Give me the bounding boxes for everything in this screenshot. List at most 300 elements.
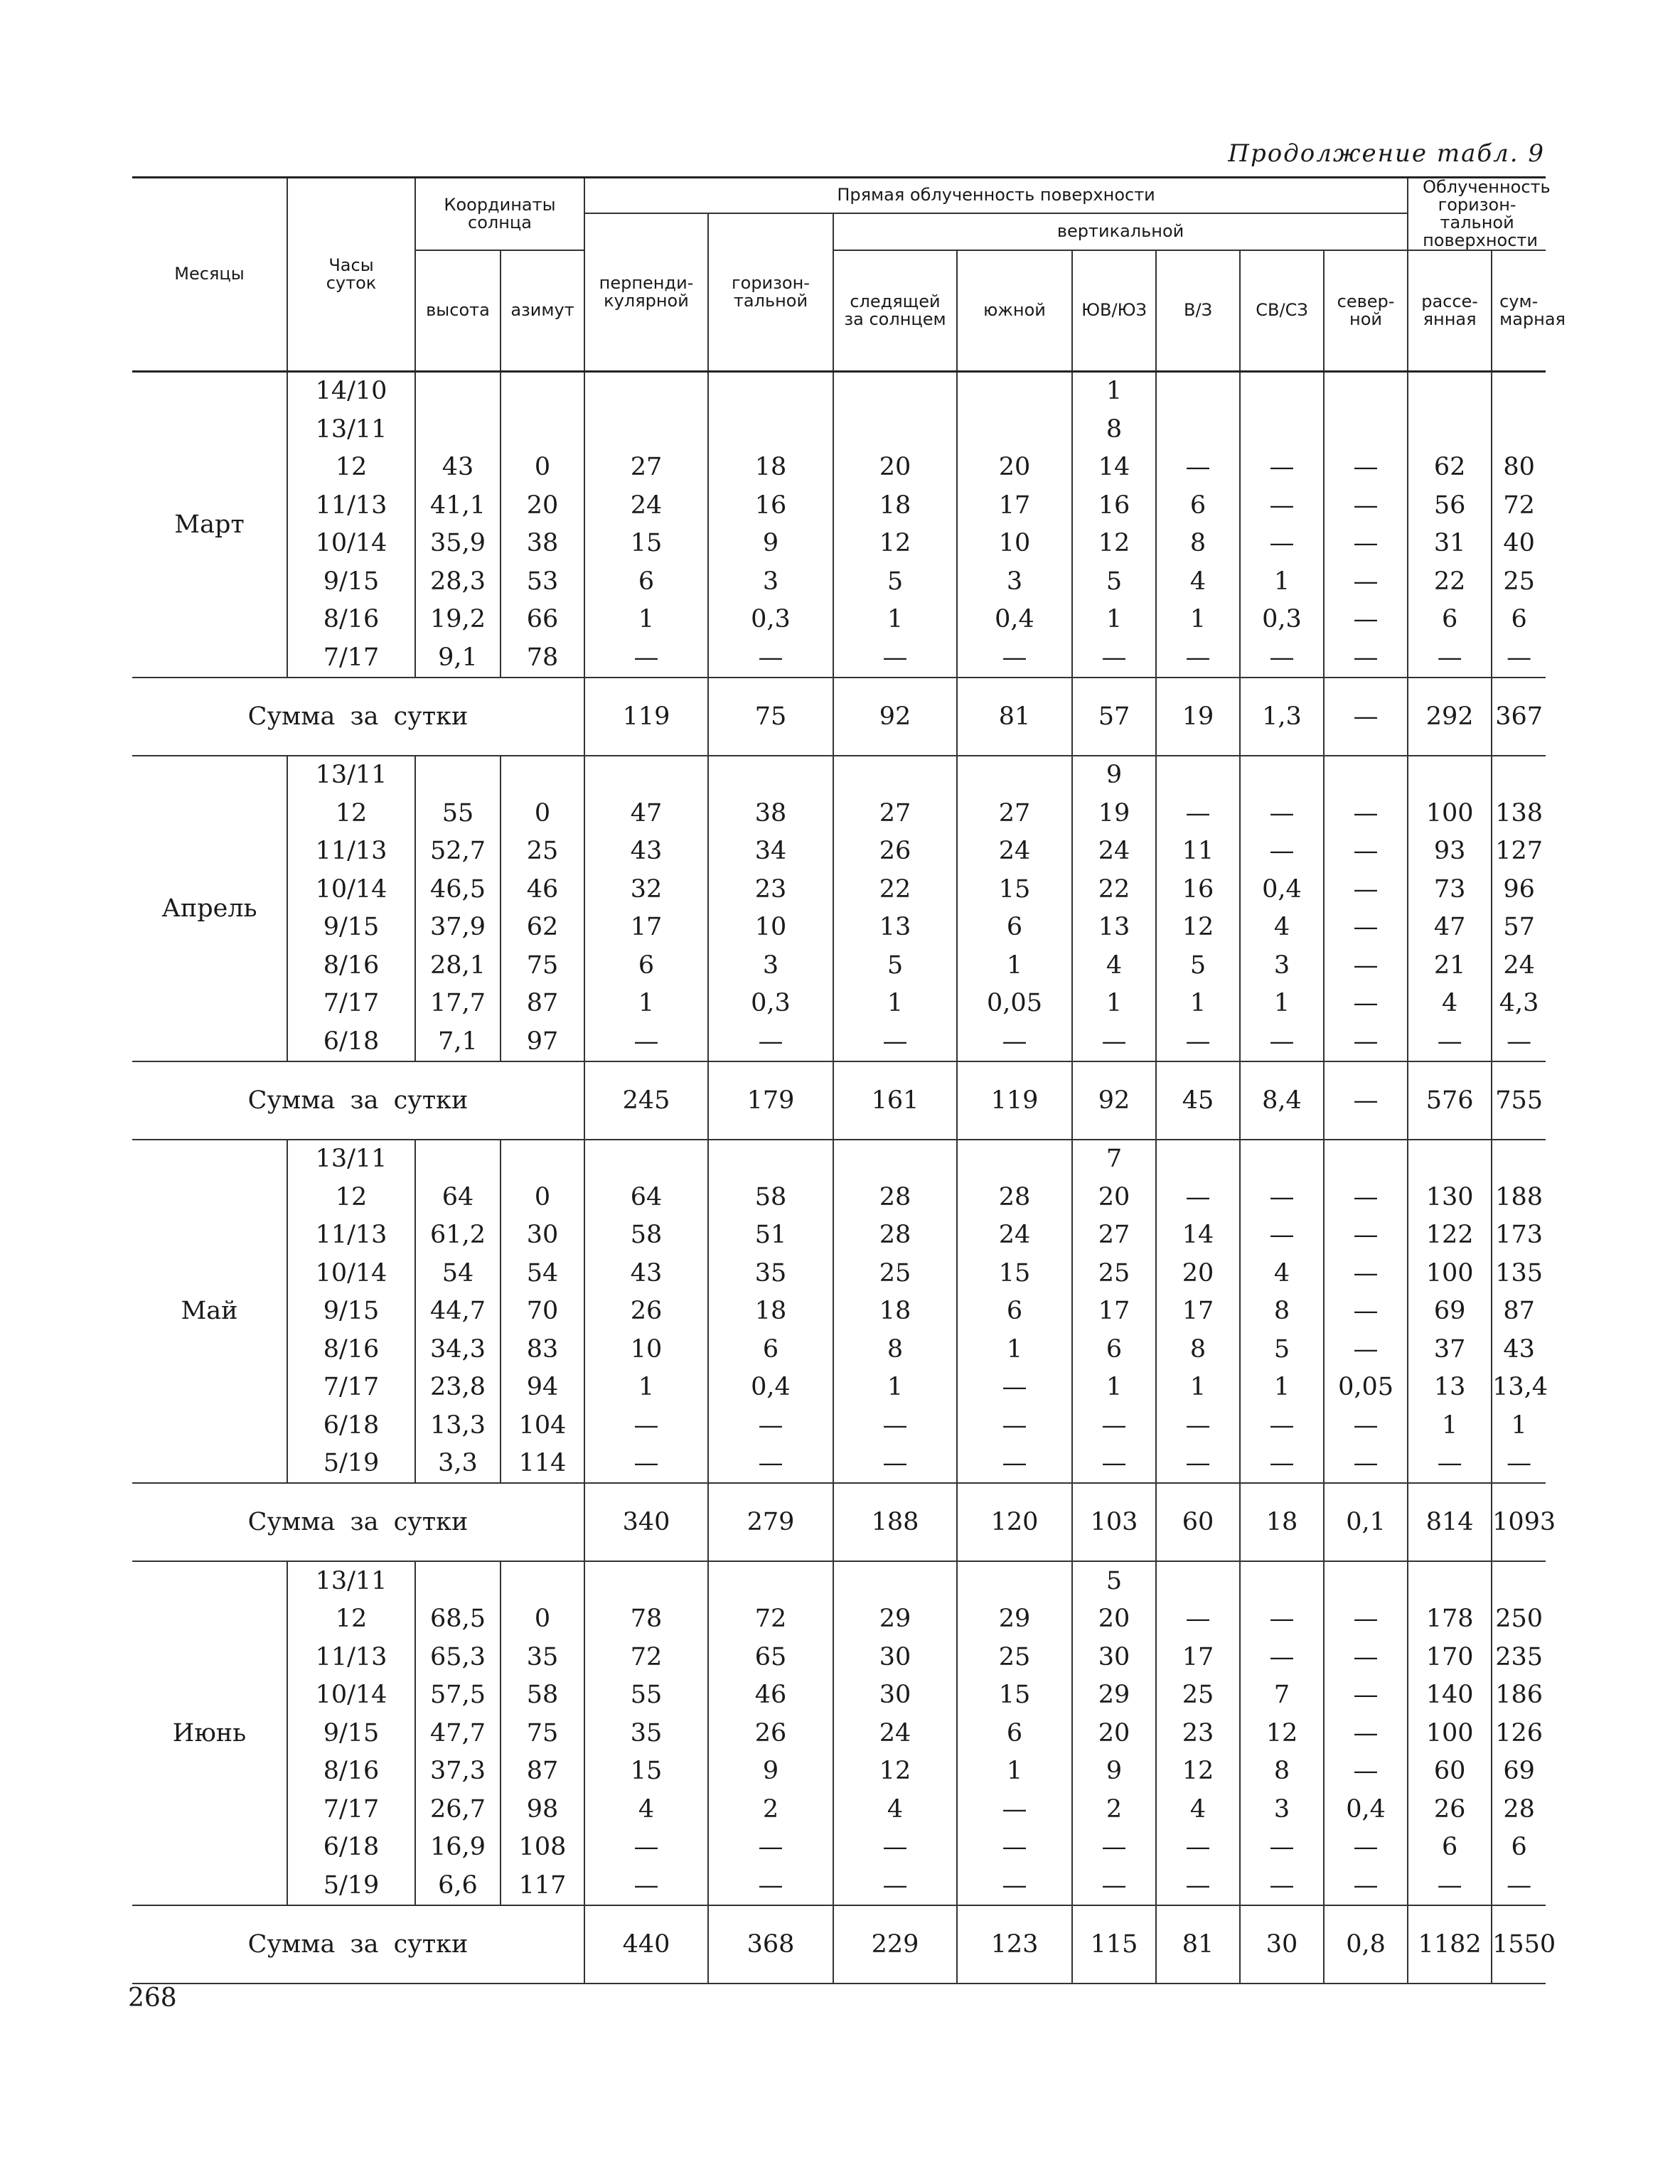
value-cell: — <box>1072 638 1156 678</box>
value-cell: 23 <box>1156 1714 1240 1752</box>
value-cell: 5 <box>1240 1330 1324 1369</box>
hour-cell: 8/16 <box>287 1330 415 1369</box>
value-cell <box>1240 410 1324 449</box>
value-cell: — <box>1324 1676 1408 1715</box>
value-cell: 0,3 <box>708 985 833 1023</box>
value-cell: — <box>833 638 957 678</box>
header-horizontal-irradiance: Облученность горизон-тальной поверхности <box>1408 178 1546 251</box>
value-cell <box>957 756 1072 795</box>
hour-cell: 11/13 <box>287 833 415 871</box>
value-cell: 58 <box>584 1216 708 1255</box>
value-cell: 1 <box>1072 985 1156 1023</box>
value-cell: 13,3 <box>415 1406 501 1445</box>
value-cell: — <box>1240 1445 1324 1484</box>
value-cell: 27 <box>957 794 1072 833</box>
value-cell: 3 <box>708 946 833 985</box>
value-cell: 30 <box>1072 1638 1156 1676</box>
sum-label: Сумма за сутки <box>132 678 584 756</box>
value-cell: 1 <box>1156 985 1240 1023</box>
value-cell: 25 <box>833 1254 957 1292</box>
value-cell: 5 <box>833 946 957 985</box>
sum-value: 75 <box>708 678 833 756</box>
value-cell: — <box>957 1369 1072 1407</box>
value-cell: 27 <box>1072 1216 1156 1255</box>
value-cell <box>957 410 1072 449</box>
value-cell: 6,6 <box>415 1866 501 1905</box>
value-cell: 97 <box>501 1022 584 1061</box>
value-cell: 83 <box>501 1330 584 1369</box>
sum-value: 92 <box>833 678 957 756</box>
value-cell: 100 <box>1408 794 1492 833</box>
value-cell: 26 <box>1408 1790 1492 1829</box>
sum-value: 367 <box>1492 678 1546 756</box>
table-row <box>132 833 1546 871</box>
value-cell: 17,7 <box>415 985 501 1023</box>
header-north: север-ной <box>1324 250 1408 371</box>
hour-cell: 9/15 <box>287 1714 415 1752</box>
value-cell: 12 <box>833 525 957 563</box>
value-cell: 16 <box>1072 486 1156 525</box>
value-cell: 4 <box>584 1790 708 1829</box>
value-cell: 1 <box>584 985 708 1023</box>
value-cell: — <box>833 1866 957 1905</box>
hour-cell: 5/19 <box>287 1445 415 1484</box>
sum-value: 1093 <box>1492 1483 1546 1561</box>
value-cell: 19,2 <box>415 601 501 639</box>
value-cell: 6 <box>957 1292 1072 1331</box>
value-cell: 1 <box>584 601 708 639</box>
value-cell: 80 <box>1503 453 1535 482</box>
value-cell: 9 <box>708 525 833 563</box>
value-cell: 20 <box>1156 1254 1240 1292</box>
value-cell: 126 <box>1495 1718 1543 1747</box>
value-cell: 25 <box>1503 567 1535 596</box>
table-row <box>132 1140 1546 1179</box>
value-cell: 10 <box>957 525 1072 563</box>
value-cell: — <box>833 1829 957 1867</box>
table-header <box>132 177 1566 372</box>
value-cell: 0,4 <box>1240 870 1324 909</box>
value-cell: 35,9 <box>415 525 501 563</box>
value-cell: 9 <box>1072 1752 1156 1791</box>
sum-value: 814 <box>1408 1483 1492 1561</box>
table-row <box>132 1369 1546 1407</box>
value-cell: 18 <box>833 1292 957 1331</box>
value-cell: 1 <box>1240 562 1324 601</box>
value-cell: 38 <box>708 794 833 833</box>
value-cell: 35 <box>584 1714 708 1752</box>
value-cell <box>584 410 708 449</box>
value-cell: 114 <box>501 1445 584 1484</box>
value-cell: — <box>1324 985 1408 1023</box>
value-cell: 5 <box>1156 946 1240 985</box>
value-cell: 60 <box>1408 1752 1492 1791</box>
value-cell <box>1240 1561 1324 1600</box>
value-cell: 24 <box>1072 833 1156 871</box>
value-cell: — <box>708 638 833 678</box>
value-cell: 93 <box>1408 833 1492 871</box>
value-cell: 13 <box>1408 1369 1492 1407</box>
value-cell: 18 <box>708 1292 833 1331</box>
value-cell: 6 <box>1511 605 1527 634</box>
value-cell: 170 <box>1408 1638 1492 1676</box>
value-cell: 24 <box>584 486 708 525</box>
value-cell: — <box>1324 909 1408 947</box>
value-cell: 17 <box>1156 1638 1240 1676</box>
value-cell: 32 <box>584 870 708 909</box>
value-cell: 13 <box>833 909 957 947</box>
value-cell: — <box>1324 946 1408 985</box>
sum-value: 179 <box>708 1061 833 1140</box>
value-cell <box>708 756 833 795</box>
value-cell: 4 <box>1408 985 1492 1023</box>
value-cell <box>501 1561 584 1600</box>
header-altitude: высота <box>415 250 501 371</box>
table-row <box>132 1292 1546 1331</box>
value-cell: 24 <box>833 1714 957 1752</box>
header-vertical: вертикальной <box>833 213 1408 251</box>
sum-value: 576 <box>1408 1061 1492 1140</box>
value-cell <box>501 1140 584 1179</box>
value-cell <box>1240 371 1324 410</box>
hour-cell: 6/18 <box>287 1022 415 1061</box>
value-cell: 24 <box>957 833 1072 871</box>
value-cell: — <box>1408 1866 1492 1905</box>
value-cell <box>1492 371 1546 410</box>
value-cell: — <box>1324 794 1408 833</box>
value-cell: 6 <box>1072 1330 1156 1369</box>
value-cell: 54 <box>415 1254 501 1292</box>
value-cell: — <box>584 1022 708 1061</box>
value-cell <box>1156 1561 1240 1600</box>
table-row <box>132 1330 1546 1369</box>
value-cell: 29 <box>957 1600 1072 1639</box>
value-cell <box>1492 756 1546 795</box>
value-cell <box>1324 410 1408 449</box>
value-cell: 65 <box>708 1638 833 1676</box>
sum-value: 279 <box>708 1483 833 1561</box>
value-cell <box>833 410 957 449</box>
sum-value: 340 <box>584 1483 708 1561</box>
value-cell: 188 <box>1495 1182 1543 1211</box>
value-cell: 4 <box>833 1790 957 1829</box>
table-row <box>132 410 1546 449</box>
value-cell <box>833 1140 957 1179</box>
value-cell: — <box>1324 1829 1408 1867</box>
hour-cell: 11/13 <box>287 486 415 525</box>
value-cell: 17 <box>1072 1292 1156 1331</box>
value-cell: 14 <box>1156 1216 1240 1255</box>
value-cell: 108 <box>501 1829 584 1867</box>
value-cell: 4 <box>1240 1254 1324 1292</box>
table-row <box>132 946 1546 985</box>
value-cell: 0,4 <box>708 1369 833 1407</box>
value-cell <box>584 1561 708 1600</box>
value-cell: 72 <box>708 1600 833 1639</box>
table-row <box>132 1216 1546 1255</box>
hour-cell: 9/15 <box>287 562 415 601</box>
value-cell: 29 <box>1072 1676 1156 1715</box>
value-cell: — <box>1324 1292 1408 1331</box>
value-cell: 122 <box>1408 1216 1492 1255</box>
value-cell <box>708 410 833 449</box>
sum-value: 81 <box>1156 1905 1240 1984</box>
value-cell: 1 <box>833 985 957 1023</box>
table-body <box>132 371 1556 1984</box>
value-cell: 20 <box>1072 1714 1156 1752</box>
value-cell: — <box>708 1022 833 1061</box>
sum-value: 229 <box>833 1905 957 1984</box>
value-cell: — <box>1072 1445 1156 1484</box>
value-cell: 1 <box>1511 1410 1527 1440</box>
value-cell: 4,3 <box>1499 989 1539 1018</box>
value-cell: 20 <box>1072 1178 1156 1216</box>
value-cell: — <box>1156 1022 1240 1061</box>
value-cell: — <box>1156 1445 1240 1484</box>
value-cell: 2 <box>1072 1790 1156 1829</box>
value-cell: 130 <box>1408 1178 1492 1216</box>
value-cell: 127 <box>1495 837 1543 866</box>
value-cell <box>1408 371 1492 410</box>
value-cell: 1 <box>1072 371 1156 410</box>
value-cell: 68,5 <box>415 1600 501 1639</box>
hour-cell: 12 <box>287 449 415 487</box>
sum-value: 119 <box>584 678 708 756</box>
sum-value: 81 <box>957 678 1072 756</box>
value-cell: 20 <box>833 449 957 487</box>
value-cell: 20 <box>1072 1600 1156 1639</box>
value-cell: 4 <box>1156 562 1240 601</box>
value-cell: 26 <box>833 833 957 871</box>
value-cell: 31 <box>1408 525 1492 563</box>
value-cell: — <box>957 1406 1072 1445</box>
daily-sum-row <box>132 1905 1546 1984</box>
value-cell: — <box>1072 1406 1156 1445</box>
header-ne-nw: СВ/СЗ <box>1240 250 1324 371</box>
sum-value: 755 <box>1492 1061 1546 1140</box>
value-cell: 15 <box>957 870 1072 909</box>
value-cell: 94 <box>501 1369 584 1407</box>
value-cell: — <box>1324 1445 1408 1484</box>
value-cell: — <box>1324 1600 1408 1639</box>
table-row <box>132 1866 1546 1905</box>
value-cell: — <box>584 638 708 678</box>
value-cell: — <box>1240 1022 1324 1061</box>
value-cell: 12 <box>1156 909 1240 947</box>
sum-value: 0,8 <box>1324 1905 1408 1984</box>
header-sun-coords: Координаты солнца <box>415 178 584 251</box>
value-cell: 0 <box>501 1178 584 1216</box>
sum-value: 1,3 <box>1240 678 1324 756</box>
sum-value: 92 <box>1072 1061 1156 1140</box>
value-cell: — <box>1324 870 1408 909</box>
value-cell: 26 <box>584 1292 708 1331</box>
header-perpendicular: перпенди-кулярной <box>584 213 708 372</box>
value-cell: — <box>1156 1866 1240 1905</box>
hour-cell: 13/11 <box>287 756 415 795</box>
sum-value: 292 <box>1408 678 1492 756</box>
value-cell <box>833 756 957 795</box>
value-cell <box>1324 756 1408 795</box>
table-row <box>132 1714 1546 1752</box>
table-row <box>132 1254 1546 1292</box>
value-cell: 17 <box>584 909 708 947</box>
value-cell: 3 <box>708 562 833 601</box>
value-cell <box>584 1140 708 1179</box>
value-cell: 0 <box>501 449 584 487</box>
value-cell <box>1156 1140 1240 1179</box>
hour-cell: 11/13 <box>287 1638 415 1676</box>
value-cell <box>1408 1561 1492 1600</box>
value-cell: — <box>1324 562 1408 601</box>
value-cell <box>708 371 833 410</box>
value-cell: 6 <box>584 946 708 985</box>
daily-sum-row <box>132 678 1546 756</box>
hour-cell: 9/15 <box>287 909 415 947</box>
value-cell: 4 <box>1156 1790 1240 1829</box>
value-cell: 46 <box>501 870 584 909</box>
value-cell: 28 <box>957 1178 1072 1216</box>
value-cell: 27 <box>833 794 957 833</box>
value-cell: 25 <box>1072 1254 1156 1292</box>
value-cell: 54 <box>501 1254 584 1292</box>
value-cell: — <box>1156 794 1240 833</box>
value-cell: 41,1 <box>415 486 501 525</box>
value-cell <box>1240 756 1324 795</box>
value-cell: 1 <box>957 1330 1072 1369</box>
value-cell <box>1492 1561 1546 1600</box>
value-cell: 73 <box>1408 870 1492 909</box>
value-cell: 5 <box>833 562 957 601</box>
value-cell <box>501 410 584 449</box>
sum-label: Сумма за сутки <box>132 1061 584 1140</box>
value-cell: 1 <box>1408 1406 1492 1445</box>
daily-sum-row <box>132 1061 1546 1140</box>
value-cell: 140 <box>1408 1676 1492 1715</box>
value-cell: — <box>833 1406 957 1445</box>
value-cell: 6 <box>1156 486 1240 525</box>
value-cell: 66 <box>501 601 584 639</box>
sum-value: 245 <box>584 1061 708 1140</box>
value-cell: 69 <box>1408 1292 1492 1331</box>
sum-value: 115 <box>1072 1905 1156 1984</box>
value-cell: 8 <box>1156 525 1240 563</box>
value-cell: — <box>1324 1866 1408 1905</box>
value-cell: 30 <box>833 1638 957 1676</box>
value-cell <box>1240 1140 1324 1179</box>
value-cell: 0,3 <box>708 601 833 639</box>
value-cell: 37,3 <box>415 1752 501 1791</box>
value-cell <box>415 410 501 449</box>
hour-cell: 13/11 <box>287 410 415 449</box>
header-hours: Часы суток <box>287 178 415 372</box>
value-cell: 9 <box>708 1752 833 1791</box>
value-cell: 1 <box>833 1369 957 1407</box>
value-cell: 75 <box>501 1714 584 1752</box>
value-cell: 22 <box>1072 870 1156 909</box>
value-cell: — <box>1240 794 1324 833</box>
value-cell: 8 <box>1072 410 1156 449</box>
value-cell: 34,3 <box>415 1330 501 1369</box>
value-cell: 52,7 <box>415 833 501 871</box>
value-cell: 23 <box>708 870 833 909</box>
value-cell: 18 <box>708 449 833 487</box>
value-cell: 57,5 <box>415 1676 501 1715</box>
value-cell: — <box>584 1829 708 1867</box>
value-cell: 5 <box>1072 1561 1156 1600</box>
value-cell: — <box>1324 1406 1408 1445</box>
value-cell <box>415 1561 501 1600</box>
value-cell: — <box>957 1445 1072 1484</box>
value-cell: 12 <box>1156 1752 1240 1791</box>
value-cell: 72 <box>584 1638 708 1676</box>
value-cell: — <box>1072 1829 1156 1867</box>
sum-value: 19 <box>1156 678 1240 756</box>
value-cell: 9,1 <box>415 638 501 678</box>
page-number: 268 <box>128 1984 177 2013</box>
table-row <box>132 371 1546 410</box>
value-cell: 6 <box>957 1714 1072 1752</box>
table-row <box>132 562 1546 601</box>
table-row <box>132 449 1546 487</box>
value-cell: 35 <box>708 1254 833 1292</box>
value-cell: — <box>1408 1445 1492 1484</box>
value-cell: 47,7 <box>415 1714 501 1752</box>
value-cell: 78 <box>501 638 584 678</box>
value-cell <box>1156 371 1240 410</box>
value-cell: 3 <box>957 562 1072 601</box>
value-cell: 57 <box>1503 913 1535 942</box>
table-row <box>132 1638 1546 1676</box>
value-cell: 16 <box>708 486 833 525</box>
value-cell: 104 <box>501 1406 584 1445</box>
value-cell <box>1156 410 1240 449</box>
value-cell: 6 <box>1408 601 1492 639</box>
value-cell: 29 <box>833 1600 957 1639</box>
value-cell: 250 <box>1495 1605 1543 1634</box>
value-cell: 186 <box>1495 1681 1543 1710</box>
value-cell: 21 <box>1408 946 1492 985</box>
sum-label: Сумма за сутки <box>132 1483 584 1561</box>
value-cell: — <box>584 1866 708 1905</box>
value-cell: — <box>1324 1216 1408 1255</box>
value-cell: 12 <box>1072 525 1156 563</box>
value-cell: 9 <box>1072 756 1156 795</box>
irradiance-table <box>132 176 1566 1984</box>
value-cell: 26,7 <box>415 1790 501 1829</box>
value-cell: 235 <box>1495 1642 1543 1671</box>
header-se-sw: ЮВ/ЮЗ <box>1072 250 1156 371</box>
value-cell: 6 <box>957 909 1072 947</box>
value-cell: 51 <box>708 1216 833 1255</box>
value-cell: 0 <box>501 794 584 833</box>
header-e-w: В/З <box>1156 250 1240 371</box>
value-cell: 10 <box>708 909 833 947</box>
sum-label: Сумма за сутки <box>132 1905 584 1984</box>
value-cell: — <box>1240 1829 1324 1867</box>
value-cell: 15 <box>584 525 708 563</box>
value-cell <box>415 371 501 410</box>
hour-cell: 7/17 <box>287 1369 415 1407</box>
value-cell: 1 <box>833 601 957 639</box>
sum-value: 1182 <box>1408 1905 1492 1984</box>
value-cell <box>1408 1140 1492 1179</box>
value-cell: 28,3 <box>415 562 501 601</box>
table-row <box>132 1790 1546 1829</box>
month-name: Апрель <box>132 756 287 1061</box>
hour-cell: 13/11 <box>287 1561 415 1600</box>
hour-cell: 14/10 <box>287 371 415 410</box>
